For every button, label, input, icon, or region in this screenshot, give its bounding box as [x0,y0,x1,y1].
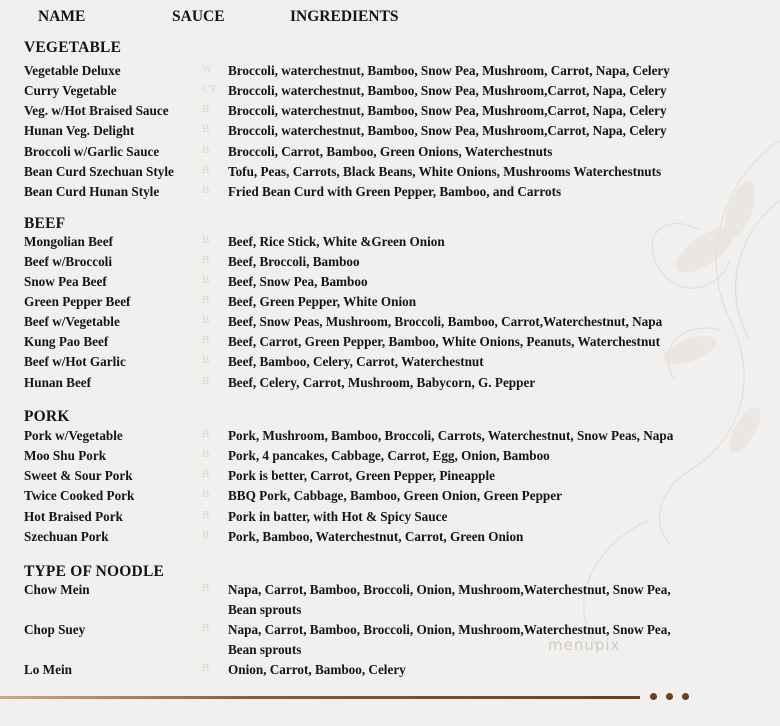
menu-item-ingredients: Beef, Celery, Carrot, Mushroom, Babycorn, G. Pepper [228,375,536,390]
menu-item-name: Beef w/Vegetable [24,314,120,329]
menu-item-sauce: B [202,144,210,156]
section-title: TYPE OF NOODLE [24,563,165,580]
menu-item-ingredients: Broccoli, waterchestnut, Bamboo, Snow Pea, Mushroom,Carrot, Napa, Celery [228,103,667,118]
menu-item-ingredients: BBQ Pork, Cabbage, Bamboo, Green Onion, Green Pepper [228,488,562,503]
menu-item-ingredients: Napa, Carrot, Bamboo, Broccoli, Onion, Mushroom,Waterchestnut, Snow Pea, [228,622,671,637]
menu-item-row [0,428,780,448]
header-sauce: SAUCE [172,8,225,25]
menu-item-row [0,83,780,103]
header-name: NAME [38,8,86,25]
menu-item-ingredients: Beef, Rice Stick, White &Green Onion [228,234,445,249]
menu-item-sauce: B [202,164,210,176]
section-title: PORK [24,408,70,425]
menu-item-ingredients: Beef, Carrot, Green Pepper, Bamboo, White Onions, Peanuts, Waterchestnut [228,334,661,349]
menu-item-ingredients: Pork, 4 pancakes, Cabbage, Carrot, Egg, Onion, Bamboo [228,448,550,463]
menu-item-name: Beef w/Broccoli [24,254,113,269]
menu-item-name: Green Pepper Beef [24,294,131,309]
menu-item-row [0,582,780,617]
menu-item-ingredients: Beef, Broccoli, Bamboo [228,254,360,269]
menu-item-name: Hunan Veg. Delight [24,123,135,138]
menu-item-row [0,448,780,468]
menu-item-sauce: B [202,254,210,266]
menu-item-ingredients: Beef, Snow Peas, Mushroom, Broccoli, Bamboo, Carrot,Waterchestnut, Napa [228,314,663,329]
menu-item-name: Curry Vegetable [24,83,117,98]
menu-item-row [0,184,780,204]
menu-item-name: Moo Shu Pork [24,448,107,463]
menu-item-sauce: W [202,63,213,75]
menu-item-sauce: B [202,529,210,541]
menu-item-ingredients: Broccoli, waterchestnut, Bamboo, Snow Pea, Mushroom,Carrot, Napa, Celery [228,123,667,138]
menu-item-ingredients: Broccoli, waterchestnut, Bamboo, Snow Pea, Mushroom, Carrot, Napa, Celery [228,63,670,78]
menu-item-sauce: B [202,375,210,387]
menu-item-sauce: B [202,274,210,286]
menu-item-sauce: B [202,123,210,135]
menu-item-row [0,529,780,549]
menu-item-name: Snow Pea Beef [24,274,107,289]
menu-item-ingredients: Beef, Bamboo, Celery, Carrot, Waterchestnut [228,354,484,369]
menu-item-sauce: B [202,103,210,115]
menu-item-row [0,123,780,143]
menu-item-sauce: B [202,488,210,500]
menu-item-sauce: B [202,314,210,326]
menu-item-sauce: B [202,582,210,594]
menu-item-sauce: B [202,622,210,634]
menu-item-sauce: CY [202,83,218,95]
menu-item-sauce: B [202,184,210,196]
menu-item-row [0,488,780,508]
menu-item-ingredients: Napa, Carrot, Bamboo, Broccoli, Onion, Mushroom,Waterchestnut, Snow Pea, [228,582,671,597]
menu-item-name: Kung Pao Beef [24,334,109,349]
menu-item-sauce: B [202,334,210,346]
menu-item-name: Chow Mein [24,582,90,597]
menu-item-ingredients-cont: Bean sprouts [228,642,302,657]
menu-item-name: Beef w/Hot Garlic [24,354,126,369]
menu-item-ingredients: Pork, Mushroom, Bamboo, Broccoli, Carrots, Waterchestnut, Snow Peas, Napa [228,428,674,443]
menu-item-sauce: B [202,428,210,440]
menu-item-row [0,164,780,184]
menu-item-row [0,63,780,83]
menu-item-sauce: B [202,662,210,674]
menu-item-ingredients: Pork in batter, with Hot & Spicy Sauce [228,509,448,524]
menu-item-row [0,375,780,395]
menu-item-name: Vegetable Deluxe [24,63,121,78]
menu-item-name: Bean Curd Hunan Style [24,184,160,199]
menu-item-name: Pork w/Vegetable [24,428,123,443]
menu-item-row [0,334,780,354]
menu-item-name: Lo Mein [24,662,72,677]
menu-item-ingredients: Onion, Carrot, Bamboo, Celery [228,662,406,677]
menu-item-name: Twice Cooked Pork [24,488,135,503]
menu-item-ingredients: Pork, Bamboo, Waterchestnut, Carrot, Green Onion [228,529,524,544]
menu-item-row [0,254,780,274]
header-ingredients: INGREDIENTS [290,8,399,25]
menu-item-row [0,354,780,374]
menu-item-sauce: B [202,354,210,366]
menu-item-ingredients: Pork is better, Carrot, Green Pepper, Pineapple [228,468,496,483]
menu-item-row [0,294,780,314]
menu-item-name: Broccoli w/Garlic Sauce [24,144,160,159]
menu-item-ingredients: Broccoli, waterchestnut, Bamboo, Snow Pea, Mushroom,Carrot, Napa, Celery [228,83,667,98]
menu-item-name: Sweet & Sour Pork [24,468,133,483]
menu-item-row [0,662,780,682]
menu-item-ingredients-cont: Bean sprouts [228,602,302,617]
menu-item-row [0,234,780,254]
menu-item-sauce: B [202,294,210,306]
footer-dots-icon [650,691,690,703]
menu-item-ingredients: Tofu, Peas, Carrots, Black Beans, White Onions, Mushrooms Waterchestnuts [228,164,662,179]
menu-item-ingredients: Broccoli, Carrot, Bamboo, Green Onions, Waterchestnuts [228,144,553,159]
menu-item-row [0,509,780,529]
menu-item-row [0,274,780,294]
menu-item-row [0,468,780,488]
menu-item-sauce: B [202,468,210,480]
menu-header [0,6,780,28]
menu-item-ingredients: Fried Bean Curd with Green Pepper, Bamboo, and Carrots [228,184,562,199]
menu-item-name: Szechuan Pork [24,529,109,544]
menu-item-name: Chop Suey [24,622,86,637]
menu-item-row [0,314,780,334]
menu-item-row [0,103,780,123]
menu-item-name: Mongolian Beef [24,234,114,249]
footer-divider [0,696,640,699]
section-title: VEGETABLE [24,39,122,56]
menu-item-name: Veg. w/Hot Braised Sauce [24,103,169,118]
menu-item-ingredients: Beef, Snow Pea, Bamboo [228,274,368,289]
menu-item-sauce: B [202,448,210,460]
menu-item-sauce: B [202,234,210,246]
menu-item-sauce: B [202,509,210,521]
watermark-text: menupix [548,636,621,654]
menu-item-row [0,144,780,164]
menu-item-name: Hunan Beef [24,375,92,390]
menu-item-name: Hot Braised Pork [24,509,123,524]
section-title: BEEF [24,215,66,232]
menu-item-ingredients: Beef, Green Pepper, White Onion [228,294,417,309]
menu-item-name: Bean Curd Szechuan Style [24,164,174,179]
